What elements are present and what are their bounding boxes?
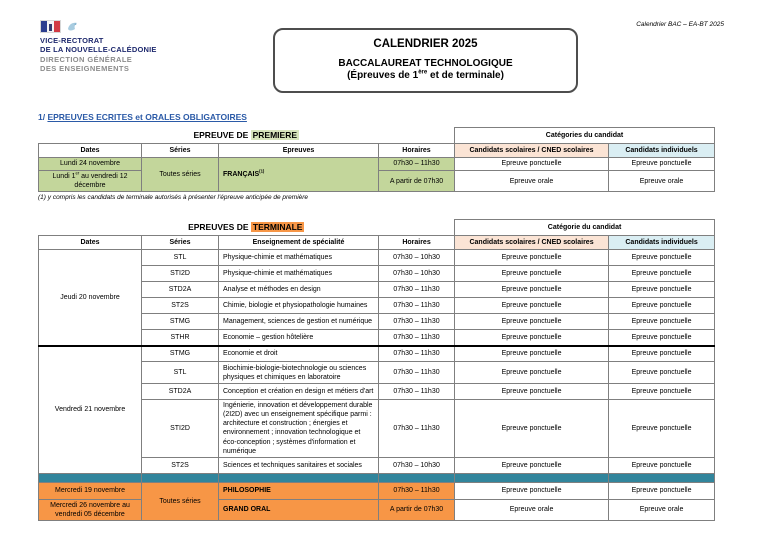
document-title-box — [273, 28, 578, 93]
cell-cat-individuel: Epreuve ponctuelle — [609, 298, 715, 314]
separator-row — [39, 473, 715, 482]
cell-spec: Analyse et méthodes en design — [219, 282, 379, 298]
date-text: Lundi 1 — [52, 173, 76, 180]
terminale-table — [38, 219, 715, 521]
epreuve-footnote-ref: (1) — [259, 168, 265, 174]
cell-epreuve: GRAND ORAL — [219, 499, 379, 520]
col-header-series: Séries — [142, 236, 219, 250]
cell-cat-scolaire: Epreuve ponctuelle — [455, 362, 609, 384]
cell-horaire: 07h30 – 10h30 — [379, 250, 455, 266]
separator-cell — [379, 473, 455, 482]
col-header-dates: Dates — [39, 236, 142, 250]
cell-spec: Management, sciences de gestion et numérique — [219, 314, 379, 330]
col-header-horaires: Horaires — [379, 144, 455, 158]
column-header-row — [39, 236, 715, 250]
cell-horaire: A partir de 07h30 — [379, 499, 455, 520]
cell-date: Mercredi 19 novembre — [39, 482, 142, 499]
cell-horaire: 07h30 – 11h30 — [379, 384, 455, 400]
col-header-individuels: Candidats individuels — [609, 236, 715, 250]
bac-subtitle — [275, 70, 576, 82]
cell-cat-individuel: Epreuve ponctuelle — [609, 384, 715, 400]
date-superscript: er — [75, 170, 80, 176]
table-row — [39, 346, 715, 362]
table-row — [39, 482, 715, 499]
logo-icons — [40, 20, 157, 33]
cell-horaire: 07h30 – 11h30 — [379, 400, 455, 458]
cell-serie: ST2S — [142, 298, 219, 314]
table-row — [39, 250, 715, 266]
footnote-text: y compris les candidats de terminale autorisés à présenter l'épreuve anticipée de première — [45, 194, 309, 202]
calendar-title: CALENDRIER 2025 — [373, 38, 478, 50]
cell-horaire: 07h30 – 10h30 — [379, 457, 455, 473]
cell-cat-scolaire: Epreuve ponctuelle — [455, 266, 609, 282]
cell-horaire: 07h30 – 11h30 — [379, 158, 455, 171]
cell-spec: Physique-chimie et mathématiques — [219, 250, 379, 266]
section-heading — [38, 112, 714, 122]
terminale-highlight: TERMINALE — [252, 221, 303, 232]
cell-serie: Toutes séries — [142, 158, 219, 192]
cell-horaire: 07h30 – 11h30 — [379, 346, 455, 362]
cell-cat-scolaire: Epreuve ponctuelle — [455, 282, 609, 298]
cell-cat-scolaire: Epreuve ponctuelle — [455, 384, 609, 400]
cell-serie: STI2D — [142, 266, 219, 282]
date-text-end: au vendredi 12 décembre — [74, 173, 128, 190]
corner-reference: Calendrier BAC – EA-BT 2025 — [636, 21, 724, 28]
cell-cat-scolaire: Epreuve ponctuelle — [455, 457, 609, 473]
cell-cat-scolaire: Epreuve ponctuelle — [455, 482, 609, 499]
org-name-line2: DE LA NOUVELLE-CALÉDONIE — [40, 45, 157, 55]
cell-horaire: 07h30 – 11h30 — [379, 282, 455, 298]
separator-cell — [455, 473, 609, 482]
cell-cat-scolaire: Epreuve ponctuelle — [455, 314, 609, 330]
dept-name-line1: DIRECTION GÉNÉRALE — [40, 54, 133, 64]
cell-cat-scolaire: Epreuve ponctuelle — [455, 400, 609, 458]
cell-spec: Ingénierie, innovation et développement durable (2I2D) avec un enseignement spécifique parmi : architecture et construction ; énergies et environnement ; innovation technologique et éco-conception ; systèmes d'information et numérique — [219, 400, 379, 458]
cell-cat-individuel: Epreuve ponctuelle — [609, 282, 715, 298]
categorie-header: Catégorie du candidat — [455, 220, 715, 236]
col-header-dates: Dates — [39, 144, 142, 158]
ministry-logo — [40, 20, 157, 74]
bac-title: BACCALAUREAT TECHNOLOGIQUE — [338, 58, 513, 69]
terminale-table-title — [39, 220, 455, 236]
cell-spec: Conception et création en design et métiers d'art — [219, 384, 379, 400]
cell-serie: Toutes séries — [142, 482, 219, 520]
cell-cat-scolaire: Epreuve ponctuelle — [455, 250, 609, 266]
cell-spec: Chimie, biologie et physiopathologie humaines — [219, 298, 379, 314]
table-row — [39, 499, 715, 520]
cell-cat-individuel: Epreuve ponctuelle — [609, 346, 715, 362]
cell-cat-individuel: Epreuve ponctuelle — [609, 158, 715, 171]
cell-epreuve — [219, 158, 379, 192]
col-header-individuels: Candidats individuels — [609, 144, 715, 158]
cell-cat-individuel: Epreuve ponctuelle — [609, 457, 715, 473]
subtitle-text: (Épreuves de 1 — [347, 70, 419, 81]
section-heading-text: EPREUVES ECRITES et ORALES OBLIGATOIRES — [47, 112, 247, 122]
separator-cell — [219, 473, 379, 482]
cell-cat-scolaire: Epreuve orale — [455, 499, 609, 520]
cell-date: Mercredi 26 novembre au vendredi 05 décembre — [39, 499, 142, 520]
cell-serie: STL — [142, 250, 219, 266]
french-flag-icon — [40, 20, 61, 33]
separator-cell — [39, 473, 142, 482]
cell-horaire: 07h30 – 11h30 — [379, 362, 455, 384]
cell-horaire: 07h30 – 11h30 — [379, 298, 455, 314]
table-row — [39, 158, 715, 171]
table-title-row — [39, 128, 715, 144]
cell-horaire: 07h30 – 11h30 — [379, 330, 455, 346]
cell-serie: STL — [142, 362, 219, 384]
separator-cell — [609, 473, 715, 482]
cell-horaire: 07h30 – 11h30 — [379, 314, 455, 330]
cell-cat-individuel: Epreuve ponctuelle — [609, 250, 715, 266]
cell-cat-scolaire: Epreuve ponctuelle — [455, 158, 609, 171]
subtitle-text-end: et de terminale) — [427, 70, 504, 81]
cell-serie: STHR — [142, 330, 219, 346]
col-header-epreuves: Epreuves — [219, 144, 379, 158]
page-content — [38, 112, 714, 521]
col-header-scolaires: Candidats scolaires / CNED scolaires — [455, 236, 609, 250]
cell-cat-scolaire: Epreuve ponctuelle — [455, 346, 609, 362]
cell-cat-individuel: Epreuve orale — [609, 171, 715, 192]
subtitle-superscript: ère — [418, 69, 428, 76]
cell-serie: STD2A — [142, 282, 219, 298]
cell-horaire: 07h30 – 10h30 — [379, 266, 455, 282]
dept-name-line2: DES ENSEIGNEMENTS — [40, 64, 130, 74]
cell-cat-individuel: Epreuve orale — [609, 499, 715, 520]
cell-date: Lundi 24 novembre — [39, 158, 142, 171]
col-header-series: Séries — [142, 144, 219, 158]
cell-cat-individuel: Epreuve ponctuelle — [609, 266, 715, 282]
cell-spec: Economie et droit — [219, 346, 379, 362]
footnote-number: (1) — [38, 194, 46, 202]
cell-cat-scolaire: Epreuve ponctuelle — [455, 298, 609, 314]
premiere-table-title — [39, 128, 455, 144]
cell-cat-scolaire: Epreuve ponctuelle — [455, 330, 609, 346]
cell-cat-individuel: Epreuve ponctuelle — [609, 314, 715, 330]
separator-cell — [142, 473, 219, 482]
cell-epreuve: PHILOSOPHIE — [219, 482, 379, 499]
cell-serie: STD2A — [142, 384, 219, 400]
cell-date-group: Jeudi 20 novembre — [39, 250, 142, 346]
title-prefix: EPREUVES DE — [188, 221, 251, 232]
cell-cat-individuel: Epreuve ponctuelle — [609, 482, 715, 499]
cell-serie: STMG — [142, 314, 219, 330]
cell-horaire: 07h30 – 11h30 — [379, 482, 455, 499]
premiere-table — [38, 127, 715, 192]
col-header-horaires: Horaires — [379, 236, 455, 250]
cell-cat-individuel: Epreuve ponctuelle — [609, 400, 715, 458]
cell-date — [39, 171, 142, 192]
cell-cat-scolaire: Epreuve orale — [455, 171, 609, 192]
categories-header: Catégories du candidat — [455, 128, 715, 144]
cell-date-group: Vendredi 21 novembre — [39, 346, 142, 474]
cell-spec: Sciences et techniques sanitaires et sociales — [219, 457, 379, 473]
cell-spec: Biochimie-biologie-biotechnologie ou sciences physiques et chimiques en laboratoire — [219, 362, 379, 384]
nc-emblem-icon — [66, 20, 79, 33]
org-name-line1: VICE-RECTORAT — [40, 36, 104, 45]
cell-cat-individuel: Epreuve ponctuelle — [609, 362, 715, 384]
cell-serie: STI2D — [142, 400, 219, 458]
epreuve-name: FRANÇAIS — [223, 171, 260, 179]
table-title-row — [39, 220, 715, 236]
footnote — [38, 194, 714, 201]
title-prefix: EPREUVE DE — [193, 129, 251, 140]
cell-serie: STMG — [142, 346, 219, 362]
cell-spec: Economie – gestion hôtelière — [219, 330, 379, 346]
column-header-row — [39, 144, 715, 158]
cell-serie: ST2S — [142, 457, 219, 473]
premiere-highlight: PREMIERE — [252, 129, 298, 140]
cell-cat-individuel: Epreuve ponctuelle — [609, 330, 715, 346]
col-header-scolaires: Candidats scolaires / CNED scolaires — [455, 144, 609, 158]
cell-spec: Physique-chimie et mathématiques — [219, 266, 379, 282]
section-number: 1/ — [38, 112, 48, 122]
col-header-specialite: Enseignement de spécialité — [219, 236, 379, 250]
cell-horaire: A partir de 07h30 — [379, 171, 455, 192]
